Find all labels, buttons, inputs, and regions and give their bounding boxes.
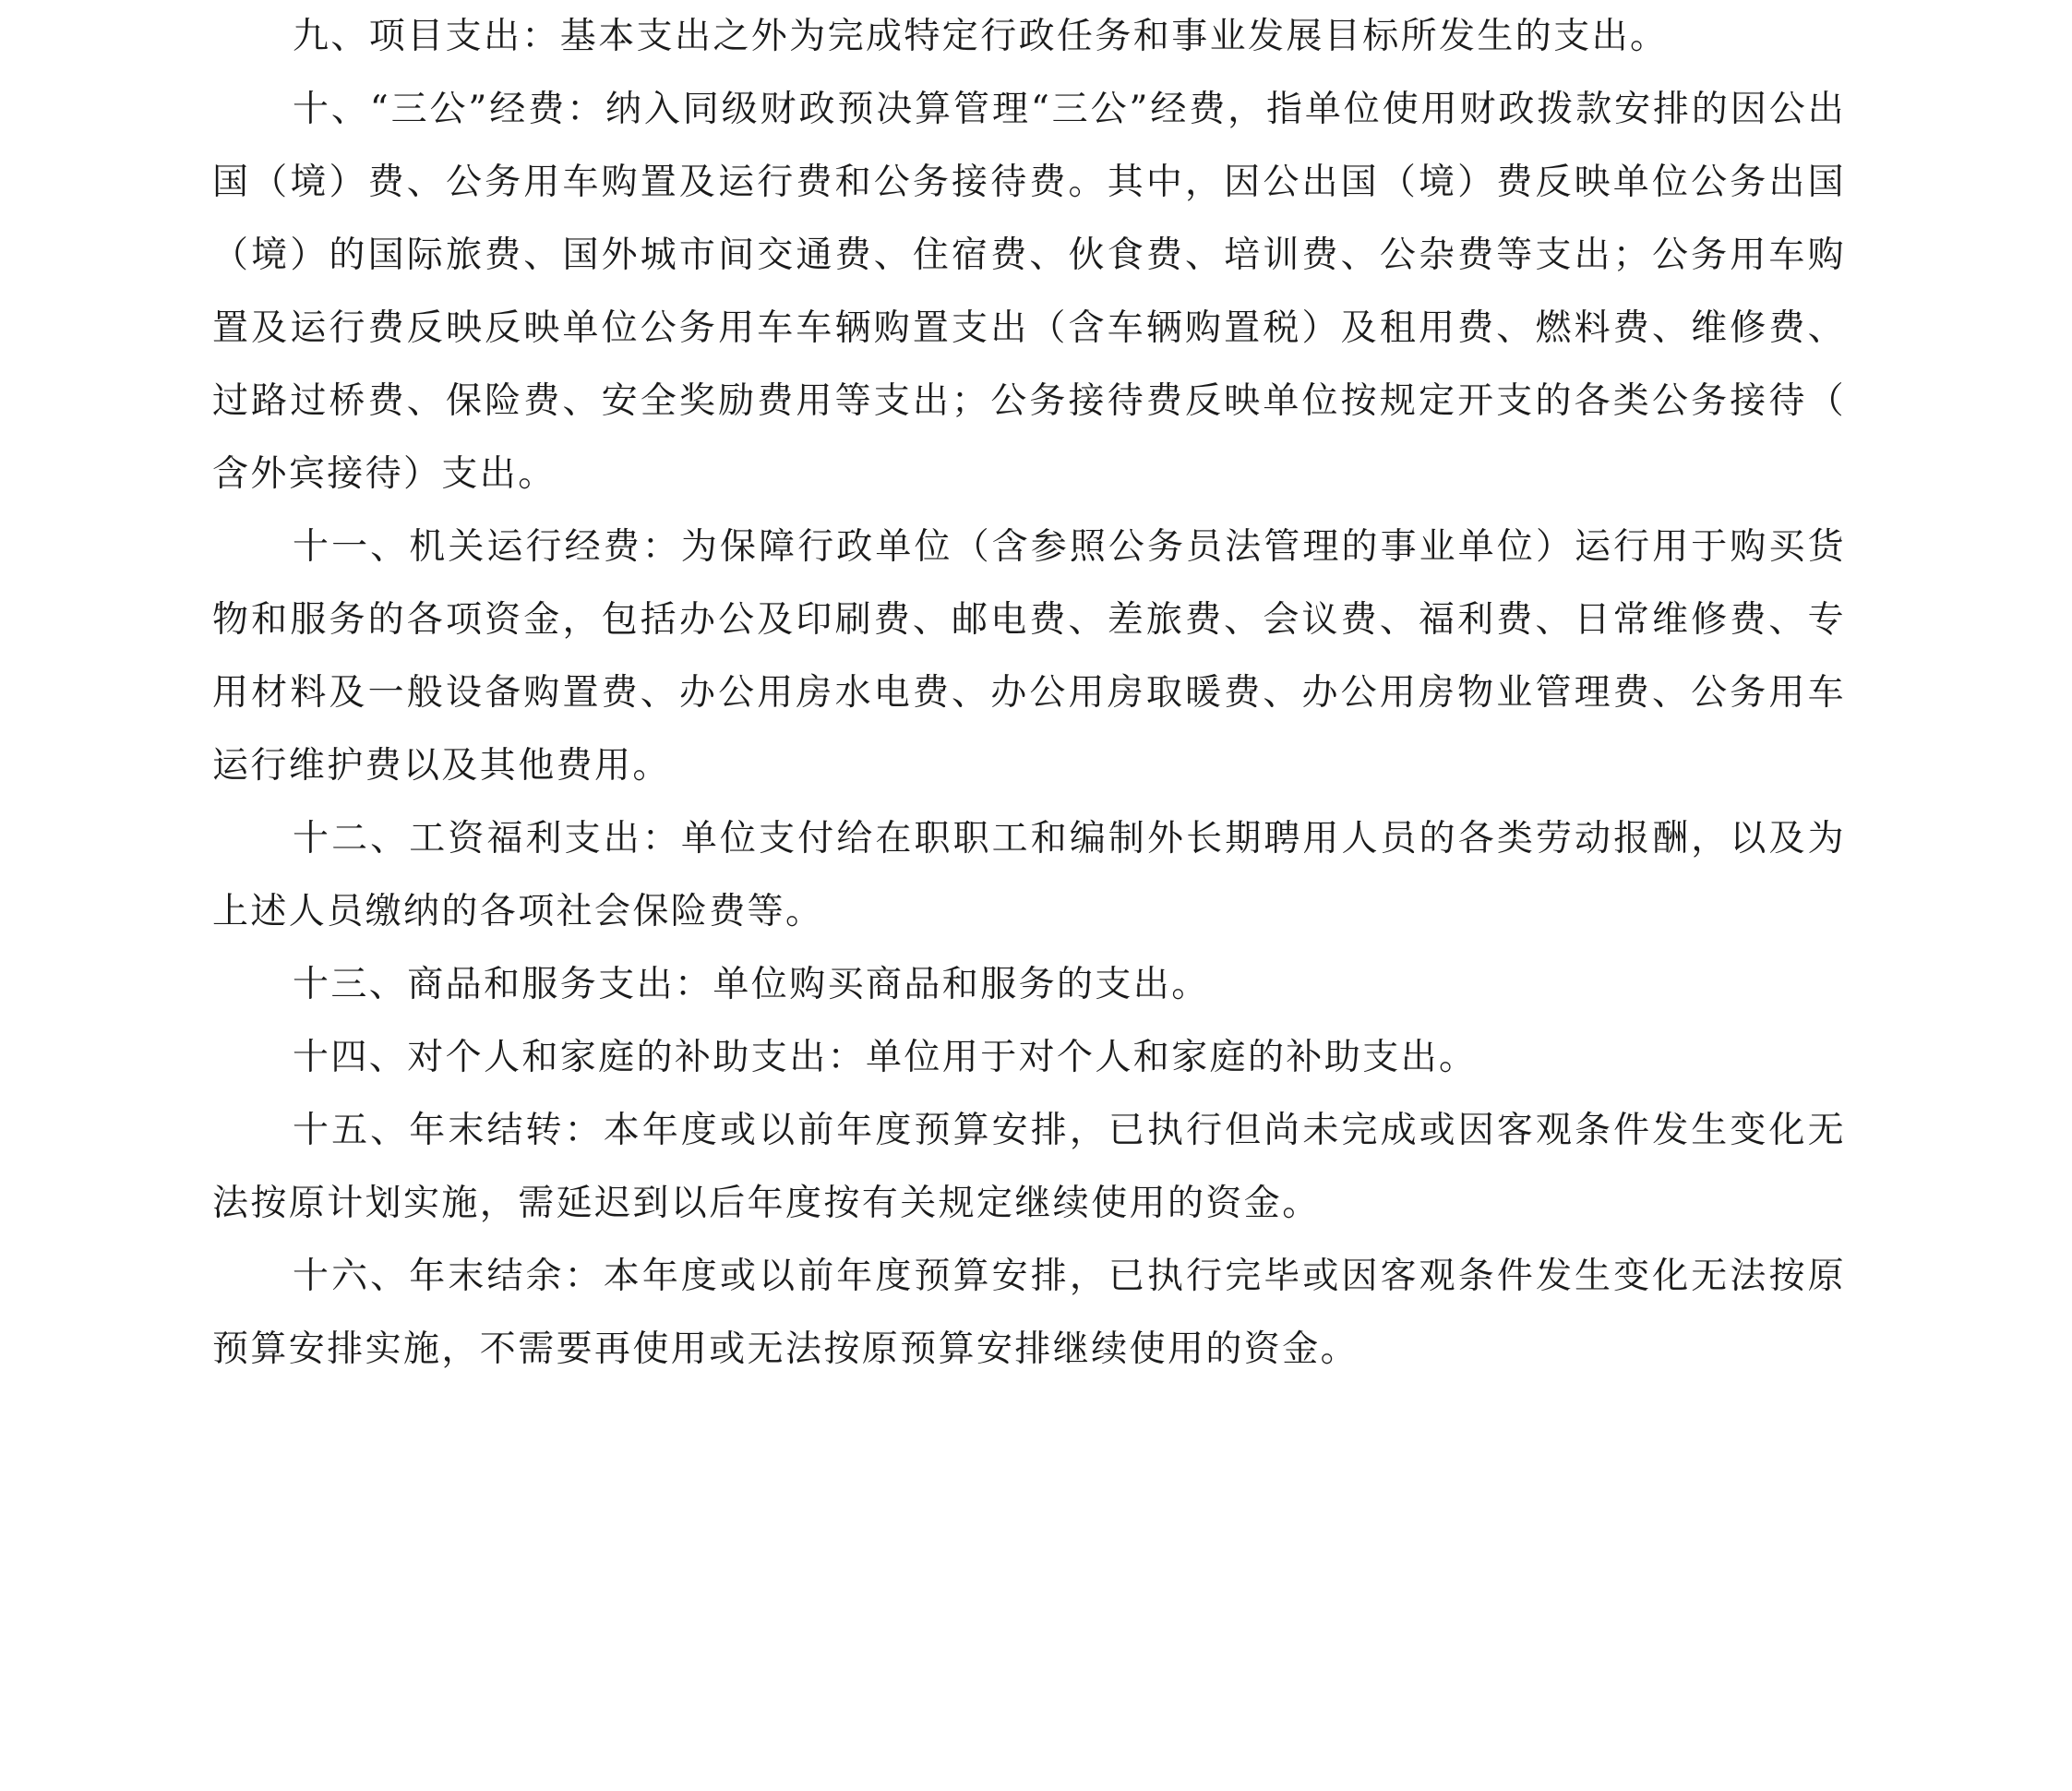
paragraph-agency-operating-expenses: 十一、机关运行经费：为保障行政单位（含参照公务员法管理的事业单位）运行用于购买货物和服务的各项资金，包括办公及印刷费、邮电费、差旅费、会议费、福利费、日常维修费、专用材料及一般设备购置费、办公用房水电费、办公用房取暖费、办公用房物业管理费、公务用车运行维护费以及其他费用。 (212, 526, 1846, 787)
paragraph-household-subsidy-expenditure: 十四、对个人和家庭的补助支出：单位用于对个人和家庭的补助支出。 (293, 1037, 1478, 1078)
paragraph-project-expenditure: 九、项目支出：基本支出之外为完成特定行政任务和事业发展目标所发生的支出。 (293, 16, 1669, 57)
paragraph-year-end-balance: 十六、年末结余：本年度或以前年度预算安排，已执行完毕或因客观条件发生变化无法按原预算安排实施，不需要再使用或无法按原预算安排继续使用的资金。 (212, 1256, 1846, 1370)
paragraph-year-end-carryover: 十五、年末结转：本年度或以前年度预算安排，已执行但尚未完成或因客观条件发生变化无法按原计划实施，需延迟到以后年度按有关规定继续使用的资金。 (212, 1110, 1846, 1224)
paragraph-wages-welfare-expenditure: 十二、工资福利支出：单位支付给在职职工和编制外长期聘用人员的各类劳动报酬，以及为上述人员缴纳的各项社会保险费等。 (212, 818, 1846, 932)
paragraph-three-public-expenses: 十、“三公”经费：纳入同级财政预决算管理“三公”经费，指单位使用财政拨款安排的因公出国（境）费、公务用车购置及运行费和公务接待费。其中，因公出国（境）费反映单位公务出国（境）的国际旅费、国外城市间交通费、住宿费、伙食费、培训费、公杂费等支出；公务用车购置及运行费反映反映单位公务用车车辆购置支出（含车辆购置税）及租用费、燃料费、维修费、过路过桥费、保险费、安全奖励费用等支出；公务接待费反映单位按规定开支的各类公务接待（含外宾接待）支出。 (212, 89, 1846, 495)
paragraph-goods-services-expenditure: 十三、商品和服务支出：单位购买商品和服务的支出。 (293, 964, 1210, 1005)
document-body (212, 0, 1846, 1386)
